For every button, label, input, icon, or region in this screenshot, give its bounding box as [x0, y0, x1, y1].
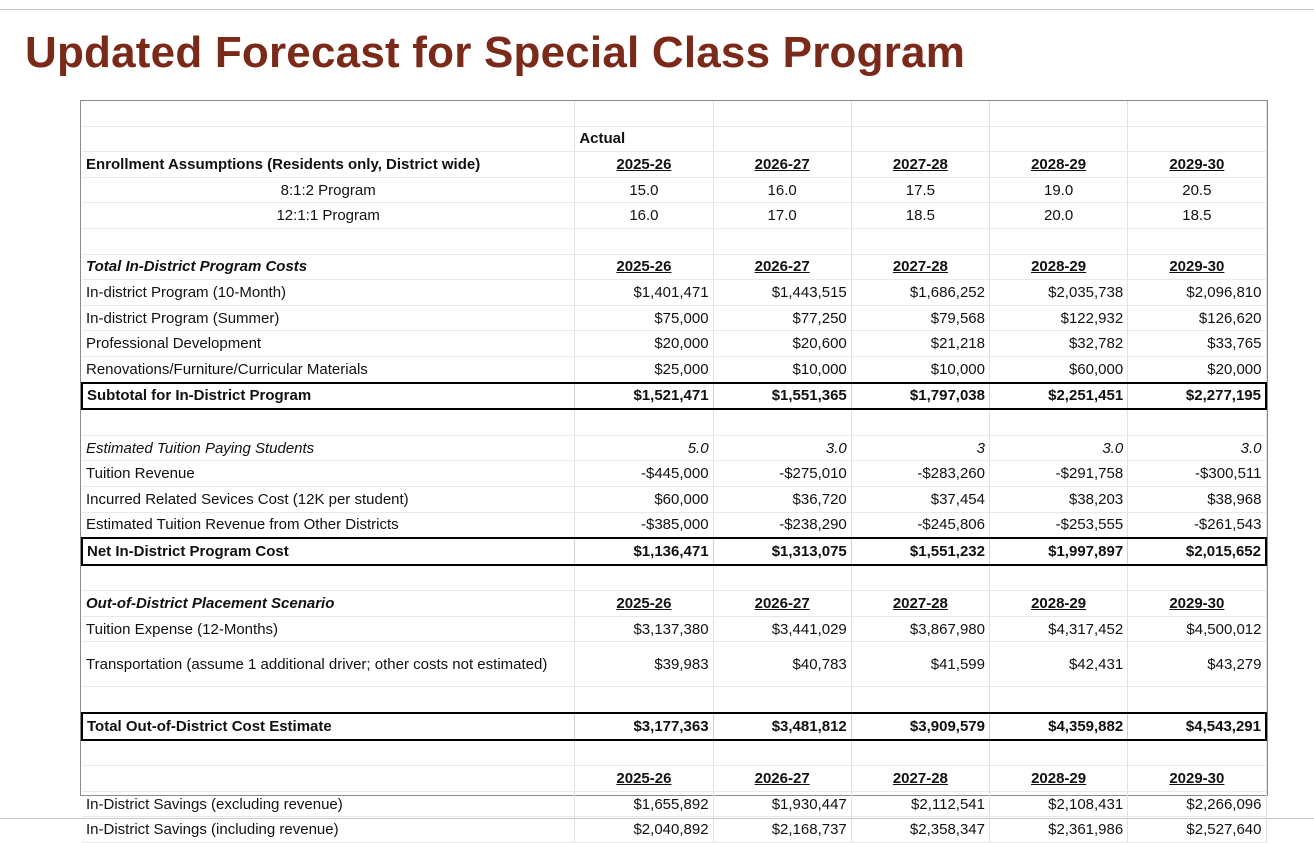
cell: $38,203	[989, 486, 1127, 512]
table-row	[82, 791, 1266, 817]
year-header: 2029-30	[1128, 766, 1266, 792]
cell: $1,313,075	[713, 538, 851, 565]
cell: $122,932	[989, 305, 1127, 331]
savings-header-row	[82, 766, 1266, 792]
cell: 16.0	[713, 177, 851, 203]
year-header: 2027-28	[851, 766, 989, 792]
actual-label: Actual	[575, 126, 713, 152]
cell: 20.5	[1128, 177, 1266, 203]
row-label: Tuition Expense (12-Months)	[82, 616, 575, 642]
cell: 19.0	[989, 177, 1127, 203]
cell: $20,000	[575, 331, 713, 357]
cell: $2,277,195	[1128, 383, 1266, 410]
cell: -$261,543	[1128, 512, 1266, 538]
year-header: 2025-26	[575, 591, 713, 617]
year-header: 2026-27	[713, 152, 851, 178]
cell: -$300,511	[1128, 461, 1266, 487]
spacer-row	[82, 740, 1266, 766]
row-label: Incurred Related Sevices Cost (12K per student)	[82, 486, 575, 512]
cell: -$291,758	[989, 461, 1127, 487]
row-label: Transportation (assume 1 additional driver; other costs not estimated)	[82, 642, 575, 687]
spacer-row	[82, 228, 1266, 254]
cell: 3	[851, 435, 989, 461]
table-row	[82, 356, 1266, 382]
cell: $4,317,452	[989, 616, 1127, 642]
table-row	[82, 280, 1266, 306]
year-header: 2028-29	[989, 152, 1127, 178]
cell: $3,177,363	[575, 713, 713, 740]
table-row	[82, 616, 1266, 642]
in-district-header-row	[82, 254, 1266, 280]
cell: $33,765	[1128, 331, 1266, 357]
cell: -$275,010	[713, 461, 851, 487]
cell: $36,720	[713, 486, 851, 512]
cell: 3.0	[713, 435, 851, 461]
enrollment-row-1211	[82, 203, 1266, 229]
table-row	[82, 435, 1266, 461]
cell: -$238,290	[713, 512, 851, 538]
cell: $2,108,431	[989, 791, 1127, 817]
cell: $4,359,882	[989, 713, 1127, 740]
year-header: 2028-29	[989, 591, 1127, 617]
table-row	[82, 461, 1266, 487]
cell: $2,035,738	[989, 280, 1127, 306]
cell: $60,000	[989, 356, 1127, 382]
cell: $77,250	[713, 305, 851, 331]
row-label: Net In-District Program Cost	[82, 538, 575, 565]
row-label: In-district Program (10-Month)	[82, 280, 575, 306]
cell: $1,797,038	[851, 383, 989, 410]
cell: $38,968	[1128, 486, 1266, 512]
cell: $1,997,897	[989, 538, 1127, 565]
top-rule	[0, 9, 1314, 10]
net-cost-row	[82, 538, 1266, 565]
year-header: 2025-26	[575, 254, 713, 280]
cell: 17.0	[713, 203, 851, 229]
cell: $4,543,291	[1128, 713, 1266, 740]
spacer-row	[82, 565, 1266, 591]
row-label: 12:1:1 Program	[82, 203, 575, 229]
cell: -$283,260	[851, 461, 989, 487]
year-header: 2029-30	[1128, 254, 1266, 280]
cell: $37,454	[851, 486, 989, 512]
cell: $3,867,980	[851, 616, 989, 642]
cell: -$245,806	[851, 512, 989, 538]
cell: $1,930,447	[713, 791, 851, 817]
cell: $2,527,640	[1128, 817, 1266, 843]
table-row	[82, 512, 1266, 538]
spacer-row	[82, 409, 1266, 435]
cell: $1,521,471	[575, 383, 713, 410]
cell: $3,137,380	[575, 616, 713, 642]
cell: $3,909,579	[851, 713, 989, 740]
cell: $1,655,892	[575, 791, 713, 817]
cell: $3,481,812	[713, 713, 851, 740]
cell: $42,431	[989, 642, 1127, 687]
year-header: 2026-27	[713, 766, 851, 792]
enrollment-header-row	[82, 152, 1266, 178]
cell: $2,040,892	[575, 817, 713, 843]
cell: $39,983	[575, 642, 713, 687]
cell: 20.0	[989, 203, 1127, 229]
cell: $20,000	[1128, 356, 1266, 382]
row-label: Subtotal for In-District Program	[82, 383, 575, 410]
cell: 5.0	[575, 435, 713, 461]
year-header: 2026-27	[713, 254, 851, 280]
cell: 3.0	[989, 435, 1127, 461]
page-title: Updated Forecast for Special Class Program	[25, 28, 966, 77]
cell: $2,112,541	[851, 791, 989, 817]
forecast-spreadsheet	[80, 100, 1268, 839]
row-label: Estimated Tuition Paying Students	[82, 435, 575, 461]
row-label: Estimated Tuition Revenue from Other Districts	[82, 512, 575, 538]
cell: $10,000	[851, 356, 989, 382]
cell: $4,500,012	[1128, 616, 1266, 642]
table-row	[82, 305, 1266, 331]
cell: $41,599	[851, 642, 989, 687]
cell: $25,000	[575, 356, 713, 382]
year-header: 2026-27	[713, 591, 851, 617]
cell: -$253,555	[989, 512, 1127, 538]
year-header: 2027-28	[851, 591, 989, 617]
in-district-heading: Total In-District Program Costs	[82, 254, 575, 280]
cell: $75,000	[575, 305, 713, 331]
cell: $32,782	[989, 331, 1127, 357]
cell: $2,168,737	[713, 817, 851, 843]
row-label: In-District Savings (excluding revenue)	[82, 791, 575, 817]
row-label: In-District Savings (including revenue)	[82, 817, 575, 843]
row-label: Professional Development	[82, 331, 575, 357]
row-label: Tuition Revenue	[82, 461, 575, 487]
table-row	[82, 331, 1266, 357]
year-header: 2028-29	[989, 766, 1127, 792]
row-label: Total Out-of-District Cost Estimate	[82, 713, 575, 740]
cell: $2,251,451	[989, 383, 1127, 410]
cell: $2,015,652	[1128, 538, 1266, 565]
year-header: 2029-30	[1128, 152, 1266, 178]
cell: 18.5	[1128, 203, 1266, 229]
row-label: In-district Program (Summer)	[82, 305, 575, 331]
cell: $2,361,986	[989, 817, 1127, 843]
cell: $40,783	[713, 642, 851, 687]
spacer-row	[82, 687, 1266, 713]
year-header: 2029-30	[1128, 591, 1266, 617]
row-label: 8:1:2 Program	[82, 177, 575, 203]
table-row	[82, 486, 1266, 512]
total-out-of-district-row	[82, 713, 1266, 740]
cell: -$445,000	[575, 461, 713, 487]
cell: -$385,000	[575, 512, 713, 538]
cell: $43,279	[1128, 642, 1266, 687]
year-header: 2028-29	[989, 254, 1127, 280]
cell: $2,096,810	[1128, 280, 1266, 306]
cell: $60,000	[575, 486, 713, 512]
table-row	[82, 642, 1266, 687]
cell: 17.5	[851, 177, 989, 203]
subtotal-row	[82, 383, 1266, 410]
forecast-table	[81, 101, 1267, 843]
cell: 18.5	[851, 203, 989, 229]
out-of-district-header-row	[82, 591, 1266, 617]
bottom-rule	[0, 818, 1314, 819]
cell: $21,218	[851, 331, 989, 357]
enrollment-heading: Enrollment Assumptions (Residents only, District wide)	[82, 152, 575, 178]
table-row	[82, 817, 1266, 843]
year-header: 2025-26	[575, 152, 713, 178]
cell: $1,551,232	[851, 538, 989, 565]
year-header: 2025-26	[575, 766, 713, 792]
year-header: 2027-28	[851, 152, 989, 178]
spacer-row	[82, 101, 1266, 126]
row-label: Renovations/Furniture/Curricular Materials	[82, 356, 575, 382]
cell: 15.0	[575, 177, 713, 203]
cell: $2,358,347	[851, 817, 989, 843]
cell: $1,136,471	[575, 538, 713, 565]
cell: $1,401,471	[575, 280, 713, 306]
cell: $3,441,029	[713, 616, 851, 642]
year-header: 2027-28	[851, 254, 989, 280]
enrollment-row-812	[82, 177, 1266, 203]
cell: $1,551,365	[713, 383, 851, 410]
cell: $10,000	[713, 356, 851, 382]
actual-row	[82, 126, 1266, 152]
cell: 16.0	[575, 203, 713, 229]
out-of-district-heading: Out-of-District Placement Scenario	[82, 591, 575, 617]
cell: $20,600	[713, 331, 851, 357]
cell: $126,620	[1128, 305, 1266, 331]
cell: $1,686,252	[851, 280, 989, 306]
cell: $2,266,096	[1128, 791, 1266, 817]
cell: $79,568	[851, 305, 989, 331]
cell: $1,443,515	[713, 280, 851, 306]
cell: 3.0	[1128, 435, 1266, 461]
